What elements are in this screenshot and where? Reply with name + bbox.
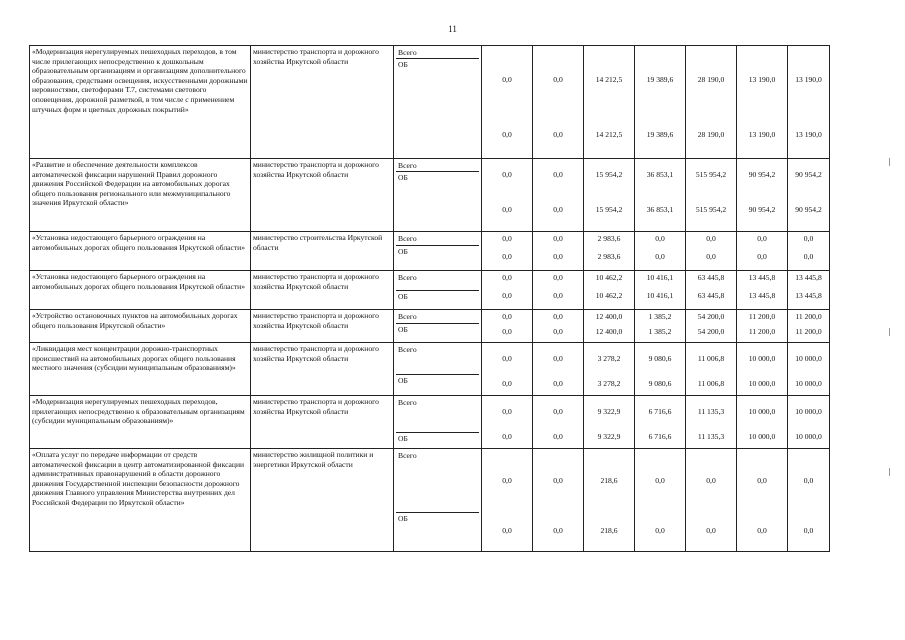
- amount-ob: 10 416,1: [646, 291, 674, 301]
- amount-ob: 10 000,0: [795, 379, 822, 389]
- executor: министерство транспорта и дорожного хозяйства Иркутской области: [251, 310, 394, 343]
- amount-total: 13 190,0: [795, 74, 822, 84]
- amount-cell: [686, 232, 737, 271]
- amount-cell: [482, 310, 533, 343]
- amount-total: 10 000,0: [748, 407, 776, 417]
- amount-ob: 90 954,2: [748, 205, 776, 215]
- amount-cell: [635, 396, 686, 449]
- amount-total: 0,0: [553, 476, 563, 486]
- amount-total: 0,0: [502, 170, 512, 180]
- amount-cell: [584, 449, 635, 552]
- amount-ob: 12 400,0: [595, 327, 623, 337]
- amount-ob: 11 200,0: [795, 327, 822, 337]
- amount-cell: [584, 343, 635, 396]
- amount-total: 10 000,0: [795, 407, 822, 417]
- executor: министерство транспорта и дорожного хозяйства Иркутской области: [251, 343, 394, 396]
- amount-total: 63 445,8: [697, 273, 725, 283]
- amount-ob: 0,0: [553, 379, 563, 389]
- funding-source: [394, 449, 482, 552]
- amount-cell: [737, 449, 788, 552]
- amount-total: 0,0: [553, 170, 563, 180]
- amount-total: 218,6: [600, 476, 618, 486]
- amount-total: 9 322,9: [597, 407, 621, 417]
- amount-ob: 36 853,1: [646, 205, 674, 215]
- amount-total: 10 416,1: [646, 273, 674, 283]
- amount-total: 3 278,2: [597, 354, 621, 364]
- funding-source: [394, 271, 482, 310]
- amount-cell: [482, 449, 533, 552]
- amount-cell: [686, 343, 737, 396]
- funding-source: [394, 310, 482, 343]
- amount-cell: [686, 396, 737, 449]
- amount-cell: [533, 271, 584, 310]
- amount-cell: [584, 159, 635, 232]
- amount-total: 0,0: [803, 476, 814, 486]
- amount-cell: [788, 46, 830, 159]
- amount-ob: 13 190,0: [748, 129, 776, 139]
- amount-total: 10 000,0: [795, 354, 822, 364]
- amount-cell: [584, 271, 635, 310]
- amount-ob: 0,0: [553, 291, 563, 301]
- amount-total: 0,0: [502, 312, 512, 322]
- amount-total: 54 200,0: [697, 312, 725, 322]
- amount-ob: 63 445,8: [697, 291, 725, 301]
- amount-ob: 218,6: [600, 526, 618, 536]
- amount-cell: [533, 449, 584, 552]
- event-name: «Ликвидация мест концентрации дорожно-транспортных происшествий на автомобильных дорогах общего пользования местного значения (субсидии муниципальным образованиям)»: [30, 343, 251, 396]
- amount-ob: 90 954,2: [795, 205, 822, 215]
- amount-cell: [737, 159, 788, 232]
- table-row: [30, 159, 830, 232]
- table-row: [30, 271, 830, 310]
- amount-ob: 19 389,6: [646, 129, 674, 139]
- amount-total: 515 954,2: [695, 170, 727, 180]
- source-total-label: Всего: [398, 312, 417, 321]
- amount-total: 12 400,0: [595, 312, 623, 322]
- amount-cell: [737, 396, 788, 449]
- source-ob-label: ОБ: [396, 58, 479, 71]
- amount-cell: [686, 271, 737, 310]
- amount-total: 0,0: [553, 234, 563, 244]
- source-ob-label: ОБ: [396, 171, 479, 184]
- amount-cell: [482, 46, 533, 159]
- amount-cell: [788, 310, 830, 343]
- amount-cell: [635, 232, 686, 271]
- amount-cell: [635, 46, 686, 159]
- event-name: «Модернизация нерегулируемых пешеходных переходов, прилегающих непосредственно к образовательным организациям (субсидии муниципальным образованиям)»: [30, 396, 251, 449]
- amount-cell: [737, 310, 788, 343]
- page-number: 11: [448, 24, 457, 34]
- executor: министерство транспорта и дорожного хозяйства Иркутской области: [251, 396, 394, 449]
- amount-total: 0,0: [757, 476, 767, 486]
- amount-ob: 15 954,2: [595, 205, 623, 215]
- amount-ob: 0,0: [502, 526, 512, 536]
- amount-total: 0,0: [502, 234, 512, 244]
- scan-mark: [889, 158, 890, 166]
- amount-cell: [737, 46, 788, 159]
- amount-cell: [584, 46, 635, 159]
- amount-total: 0,0: [803, 234, 814, 244]
- amount-ob: 1 385,2: [648, 327, 672, 337]
- amount-cell: [788, 449, 830, 552]
- amount-total: 6 716,6: [648, 407, 672, 417]
- executor: министерство строительства Иркутской области: [251, 232, 394, 271]
- amount-cell: [635, 449, 686, 552]
- amount-total: 11 200,0: [748, 312, 776, 322]
- amount-ob: 6 716,6: [648, 432, 672, 442]
- amount-cell: [533, 159, 584, 232]
- source-total-label: Всего: [398, 451, 417, 460]
- funding-source: [394, 343, 482, 396]
- amount-cell: [533, 232, 584, 271]
- funding-source: [394, 232, 482, 271]
- amount-ob: 0,0: [655, 252, 665, 262]
- amount-total: 13 190,0: [748, 74, 776, 84]
- amount-cell: [584, 310, 635, 343]
- amount-ob: 0,0: [655, 526, 665, 536]
- table-row: [30, 46, 830, 159]
- amount-ob: 515 954,2: [695, 205, 727, 215]
- amount-ob: 0,0: [553, 252, 563, 262]
- amount-ob: 9 322,9: [597, 432, 621, 442]
- amount-ob: 0,0: [803, 526, 814, 536]
- amount-total: 11 200,0: [795, 312, 822, 322]
- amount-cell: [686, 46, 737, 159]
- amount-cell: [737, 232, 788, 271]
- executor: министерство жилищной политики и энергетики Иркутской области: [251, 449, 394, 552]
- source-total-label: Всего: [398, 234, 417, 243]
- amount-total: 19 389,6: [646, 74, 674, 84]
- amount-cell: [686, 159, 737, 232]
- event-name: «Оплата услуг по передаче информации от средств автоматической фиксации в центр автоматизированной фиксации административных правонарушений в области дорожного движения Государственной инспекции безопасности дорожного движения Главного управления Министерства внутренних дел Российской Федерации по Иркутской области»: [30, 449, 251, 552]
- executor: министерство транспорта и дорожного хозяйства Иркутской области: [251, 271, 394, 310]
- amount-cell: [788, 343, 830, 396]
- amount-cell: [788, 271, 830, 310]
- source-ob-label: ОБ: [396, 245, 479, 258]
- amount-total: 13 445,8: [795, 273, 822, 283]
- amount-total: 0,0: [553, 407, 563, 417]
- amount-cell: [482, 232, 533, 271]
- amount-ob: 10 462,2: [595, 291, 623, 301]
- amount-cell: [533, 396, 584, 449]
- amount-cell: [533, 310, 584, 343]
- table-row: [30, 396, 830, 449]
- source-total-label: Всего: [398, 161, 417, 170]
- amount-ob: 0,0: [502, 291, 512, 301]
- amount-cell: [533, 343, 584, 396]
- amount-total: 0,0: [655, 476, 665, 486]
- amount-ob: 13 445,8: [795, 291, 822, 301]
- amount-ob: 9 080,6: [648, 379, 672, 389]
- amount-total: 1 385,2: [648, 312, 672, 322]
- amount-total: 28 190,0: [697, 74, 725, 84]
- amount-cell: [635, 271, 686, 310]
- source-ob-label: ОБ: [396, 323, 479, 336]
- amount-ob: 0,0: [502, 252, 512, 262]
- scan-mark: [889, 328, 890, 336]
- event-name: «Установка недостающего барьерного ограждения на автомобильных дорогах общего пользования Иркутской области»: [30, 271, 251, 310]
- amount-total: 0,0: [553, 74, 563, 84]
- amount-ob: 0,0: [502, 327, 512, 337]
- funding-source: [394, 396, 482, 449]
- amount-ob: 0,0: [553, 205, 563, 215]
- amount-ob: 0,0: [803, 252, 814, 262]
- amount-total: 0,0: [502, 476, 512, 486]
- amount-ob: 0,0: [502, 432, 512, 442]
- amount-ob: 0,0: [553, 327, 563, 337]
- scan-mark: [889, 468, 890, 476]
- amount-total: 90 954,2: [795, 170, 822, 180]
- amount-total: 0,0: [502, 354, 512, 364]
- amount-ob: 3 278,2: [597, 379, 621, 389]
- amount-ob: 0,0: [553, 129, 563, 139]
- amount-ob: 0,0: [502, 379, 512, 389]
- source-ob-label: ОБ: [396, 374, 479, 387]
- event-name: «Устройство остановочных пунктов на автомобильных дорогах общего пользования Иркутской области»: [30, 310, 251, 343]
- amount-cell: [635, 343, 686, 396]
- amount-total: 10 000,0: [748, 354, 776, 364]
- amount-total: 0,0: [757, 234, 767, 244]
- amount-ob: 11 135,3: [697, 432, 725, 442]
- amount-cell: [686, 449, 737, 552]
- amount-total: 0,0: [502, 74, 512, 84]
- amount-cell: [482, 343, 533, 396]
- amount-total: 90 954,2: [748, 170, 776, 180]
- amount-cell: [533, 46, 584, 159]
- amount-total: 10 462,2: [595, 273, 623, 283]
- table-row: [30, 232, 830, 271]
- event-name: «Модернизация нерегулируемых пешеходных переходов, в том числе прилегающих непосредственно к дошкольным образовательным организациям и организациям дополнительного образования, средствами освещения, искусственными дорожными неровностями, светофорами Т.7, системами светового оповещения, дорожной разметкой, в том числе с применением штучных форм и цветных дорожных покрытий»: [30, 46, 251, 159]
- table-body: [30, 46, 830, 552]
- amount-total: 0,0: [706, 476, 716, 486]
- amount-cell: [788, 396, 830, 449]
- amount-cell: [482, 271, 533, 310]
- amount-ob: 0,0: [757, 526, 767, 536]
- table-row: [30, 449, 830, 552]
- amount-total: 14 212,5: [595, 74, 623, 84]
- amount-ob: 54 200,0: [697, 327, 725, 337]
- amount-cell: [737, 343, 788, 396]
- amount-ob: 14 212,5: [595, 129, 623, 139]
- amount-ob: 11 006,8: [697, 379, 725, 389]
- amount-cell: [788, 232, 830, 271]
- amount-total: 0,0: [553, 312, 563, 322]
- amount-total: 2 983,6: [597, 234, 621, 244]
- amount-ob: 0,0: [502, 205, 512, 215]
- amount-cell: [737, 271, 788, 310]
- source-total-label: Всего: [398, 48, 417, 57]
- source-ob-label: ОБ: [396, 512, 479, 525]
- amount-total: 36 853,1: [646, 170, 674, 180]
- amount-ob: 10 000,0: [795, 432, 822, 442]
- amount-ob: 0,0: [553, 526, 563, 536]
- source-total-label: Всего: [398, 345, 417, 354]
- amount-ob: 13 190,0: [795, 129, 822, 139]
- amount-total: 11 006,8: [697, 354, 725, 364]
- event-name: «Развитие и обеспечение деятельности комплексов автоматической фиксации нарушений Правил дорожного движения Российской Федерации на автомобильных дорогах общего пользования регионального или межмуниципального значения Иркутской области»: [30, 159, 251, 232]
- amount-ob: 0,0: [553, 432, 563, 442]
- amount-ob: 13 445,8: [748, 291, 776, 301]
- table-row: [30, 310, 830, 343]
- amount-total: 11 135,3: [697, 407, 725, 417]
- source-total-label: Всего: [398, 398, 417, 407]
- amount-total: 0,0: [502, 273, 512, 283]
- amount-cell: [584, 232, 635, 271]
- amount-total: 0,0: [553, 354, 563, 364]
- amount-cell: [788, 159, 830, 232]
- amount-ob: 2 983,6: [597, 252, 621, 262]
- amount-ob: 0,0: [502, 129, 512, 139]
- amount-total: 0,0: [553, 273, 563, 283]
- amount-ob: 0,0: [706, 526, 716, 536]
- amount-total: 0,0: [706, 234, 716, 244]
- executor: министерство транспорта и дорожного хозяйства Иркутской области: [251, 46, 394, 159]
- amount-ob: 0,0: [757, 252, 767, 262]
- amount-cell: [686, 310, 737, 343]
- amount-cell: [584, 396, 635, 449]
- amount-ob: 10 000,0: [748, 432, 776, 442]
- source-ob-label: ОБ: [396, 432, 479, 445]
- amount-total: 13 445,8: [748, 273, 776, 283]
- amount-ob: 10 000,0: [748, 379, 776, 389]
- amount-total: 9 080,6: [648, 354, 672, 364]
- amount-cell: [635, 159, 686, 232]
- amount-ob: 0,0: [706, 252, 716, 262]
- amount-total: 0,0: [502, 407, 512, 417]
- amount-cell: [635, 310, 686, 343]
- source-ob-label: ОБ: [396, 290, 479, 303]
- amount-cell: [482, 159, 533, 232]
- event-name: «Установка недостающего барьерного ограждения на автомобильных дорогах общего пользования Иркутской области»: [30, 232, 251, 271]
- amount-ob: 11 200,0: [748, 327, 776, 337]
- amount-total: 0,0: [655, 234, 665, 244]
- executor: министерство транспорта и дорожного хозяйства Иркутской области: [251, 159, 394, 232]
- table-row: [30, 343, 830, 396]
- source-total-label: Всего: [398, 273, 417, 282]
- amount-ob: 28 190,0: [697, 129, 725, 139]
- funding-source: [394, 159, 482, 232]
- funding-source: [394, 46, 482, 159]
- amount-cell: [482, 396, 533, 449]
- budget-table: [29, 45, 830, 552]
- amount-total: 15 954,2: [595, 170, 623, 180]
